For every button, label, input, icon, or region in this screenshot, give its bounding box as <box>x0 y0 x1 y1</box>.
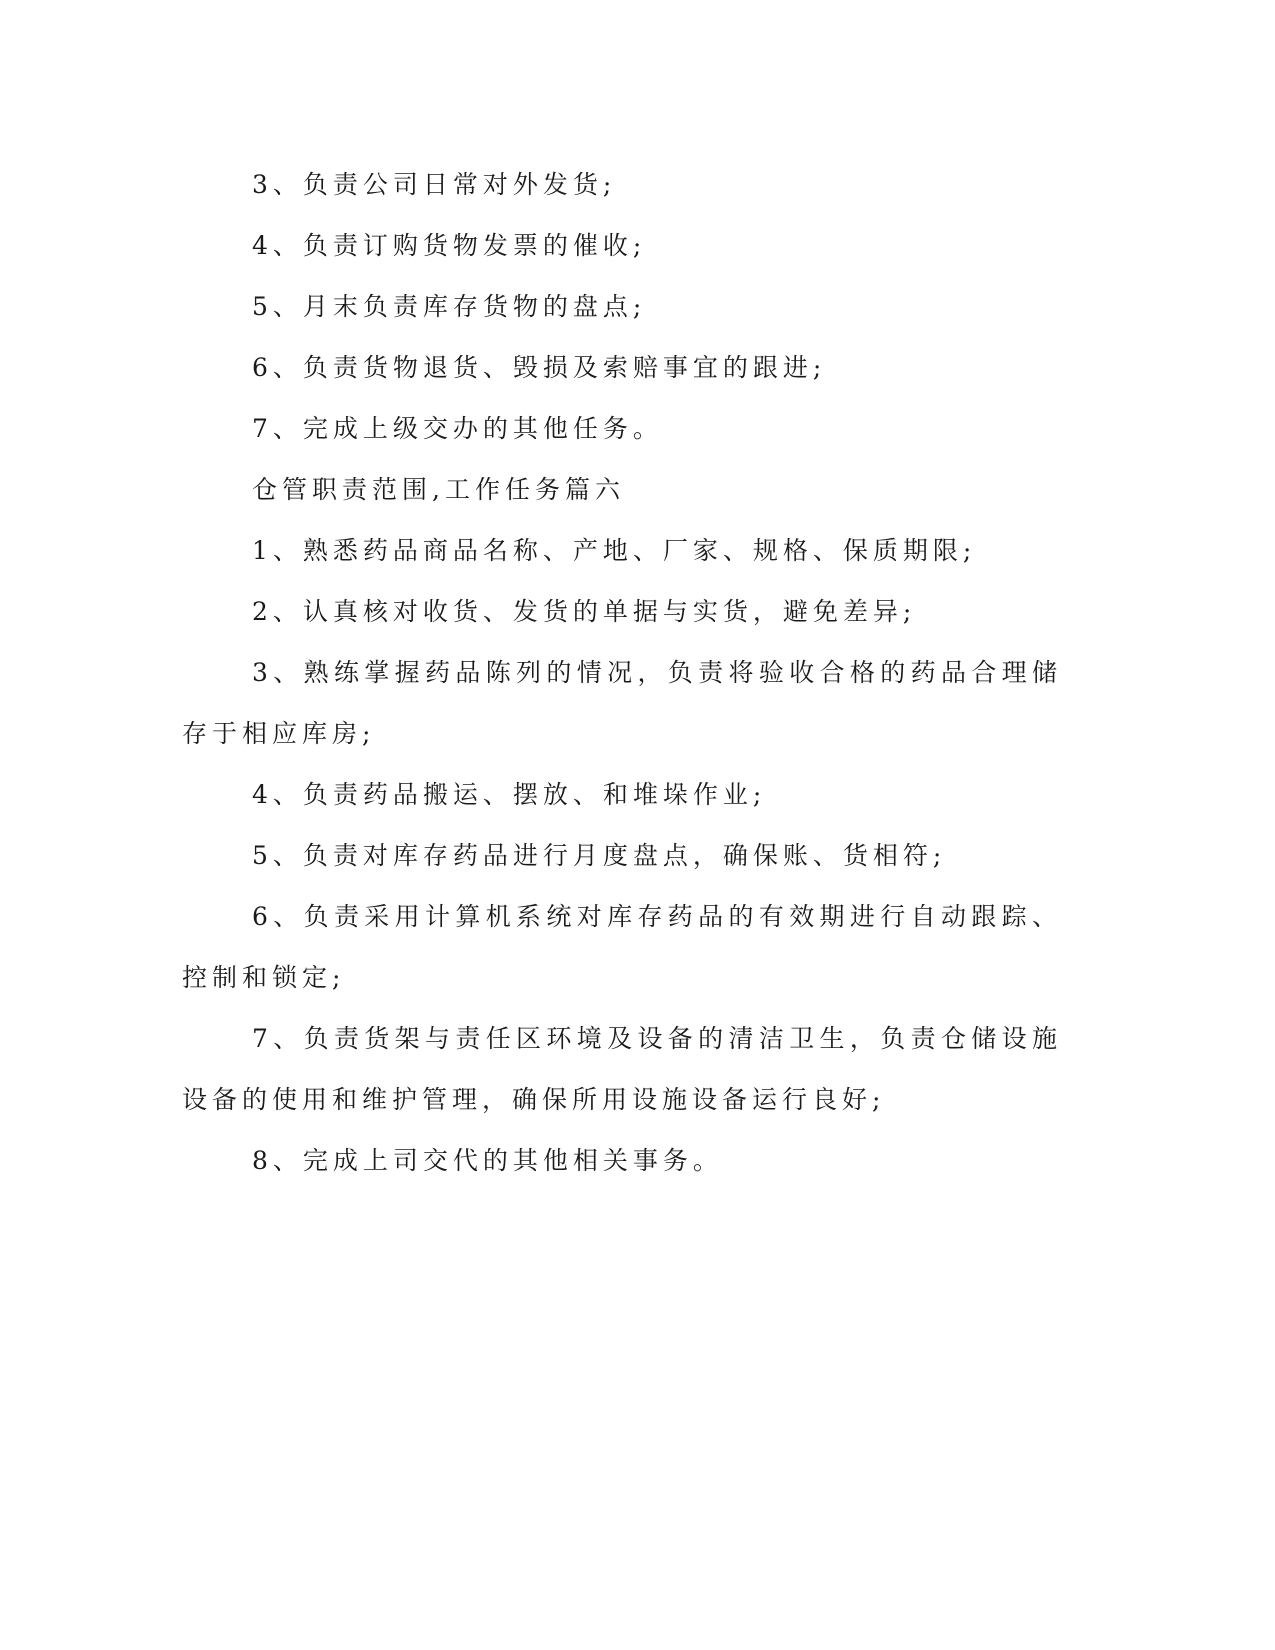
paragraph: 8、完成上司交代的其他相关事务。 <box>252 1146 723 1175</box>
paragraph: 3、熟练掌握药品陈列的情况，负责将验收合格的药品合理储存于相应库房; <box>182 658 1062 748</box>
document-body <box>182 154 1062 1191</box>
paragraph: 6、负责采用计算机系统对库存药品的有效期进行自动跟踪、控制和锁定; <box>182 902 1062 992</box>
paragraph: 5、月末负责库存货物的盘点; <box>252 292 647 321</box>
paragraph: 4、负责订购货物发票的催收; <box>252 231 647 260</box>
paragraph: 7、负责货架与责任区环境及设备的清洁卫生，负责仓储设施设备的使用和维护管理，确保所用设施设备运行良好; <box>182 1024 1062 1114</box>
paragraph: 3、负责公司日常对外发货; <box>252 170 617 199</box>
paragraph: 2、认真核对收货、发货的单据与实货，避免差异; <box>252 597 917 626</box>
paragraph: 4、负责药品搬运、摆放、和堆垛作业; <box>252 780 767 809</box>
paragraph: 6、负责货物退货、毁损及索赔事宜的跟进; <box>252 353 827 382</box>
paragraph: 1、熟悉药品商品名称、产地、厂家、规格、保质期限; <box>252 536 977 565</box>
section-heading: 仓管职责范围,工作任务篇六 <box>252 475 625 504</box>
paragraph: 5、负责对库存药品进行月度盘点，确保账、货相符; <box>252 841 947 870</box>
paragraph: 7、完成上级交办的其他任务。 <box>252 414 663 443</box>
